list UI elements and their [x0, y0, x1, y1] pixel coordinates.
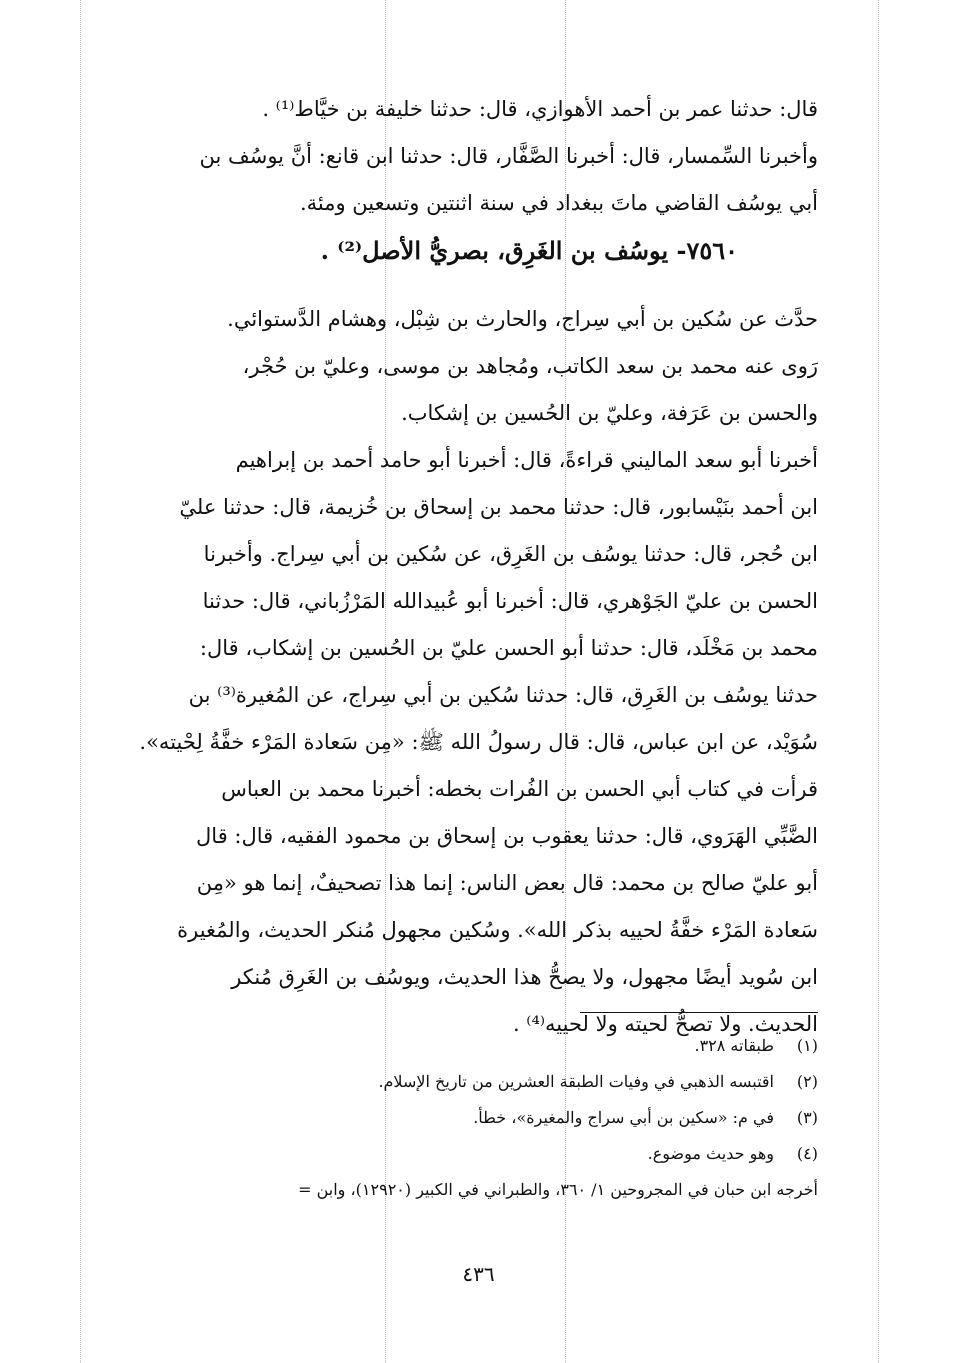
text-line: ابن حُجر، قال: حدثنا يوسُف بن الغَرِق، عن سُكين بن أبي سِراج. وأخبرنا: [203, 542, 818, 566]
footnote-number: (٢): [796, 1072, 818, 1091]
footnote-number: (١): [796, 1036, 818, 1055]
footnote-separator: [580, 1012, 818, 1013]
footnote-text: طبقاته ٣٢٨.: [694, 1036, 774, 1055]
footnote-text: اقتبسه الذهبي في وفيات الطبقة العشرين من تاريخ الإسلام.: [378, 1072, 774, 1091]
text-line: وأخبرنا السِّمسار، قال: أخبرنا الصَّفَّار، قال: حدثنا ابن قانع: أنَّ يوسُف بن: [199, 144, 818, 168]
text-line: محمد بن مَخْلَد، قال: حدثنا أبو الحسن عليّ بن الحُسين بن إشكاب، قال:: [199, 636, 818, 660]
text-line: أخبرنا أبو سعد الماليني قراءةً، قال: أخبرنا أبو حامد أحمد بن إبراهيم: [235, 448, 818, 472]
text-line: أبو عليّ صالح بن محمد: قال بعض الناس: إنما هذا تصحيفٌ، إنما هو «مِن: [196, 871, 818, 895]
footnote-number: (٤): [796, 1144, 818, 1163]
text-line: قرأت في كتاب أبي الحسن بن الفُرات بخطه: أخبرنا محمد بن العباس: [221, 777, 818, 801]
text-line: حدَّث عن سُكين بن أبي سِراج، والحارث بن شِبْل، وهشام الدَّستوائي.: [227, 307, 818, 331]
page-number: ٤٣٦: [462, 1262, 495, 1286]
text-line: قال: حدثنا عمر بن أحمد الأهوازي، قال: حدثنا خليفة بن خيَّاط⁽¹⁾ .: [262, 97, 818, 121]
paragraph-2: [100, 296, 818, 343]
text-line: الحسن بن عليّ الجَوْهري، قال: أخبرنا أبو عُبيدالله المَرْزُباني، قال: حدثنا: [202, 589, 818, 613]
text-line: سُوَيْد، عن ابن عباس، قال: قال رسولُ الله ﷺ: «مِن سَعادة المَرْء خفَّةُ لِحْيته».: [139, 730, 818, 754]
text-line: حدثنا يوسُف بن الغَرِق، قال: حدثنا سُكين بن أبي سِراج، عن المُغيرة⁽³⁾ بن: [188, 683, 818, 707]
footnote-continuation: أخرجه ابن حبان في المجروحين ١/ ٣٦٠، والطبراني في الكبير (١٢٩٢٠)، وابن =: [298, 1180, 818, 1199]
footnote-text: وهو حديث موضوع.: [647, 1144, 774, 1163]
paragraph-4: [100, 437, 818, 766]
paragraph-1: [100, 86, 818, 227]
text-line: أبي يوسُف القاضي ماتَ ببغداد في سنة اثنتين وتسعين ومئة.: [299, 191, 818, 215]
text-line: سَعادة المَرْء خفَّةُ لحييه بذكر الله». وسُكين مجهول مُنكر الحديث، والمُغيرة: [177, 918, 818, 942]
footnote-text: في م: «سكين بن أبي سراج والمغيرة»، خطأ.: [473, 1108, 774, 1127]
footnote-1: [90, 1028, 818, 1064]
text-line: رَوى عنه محمد بن سعد الكاتب، ومُجاهد بن موسى، وعليّ بن حُجْر،: [242, 354, 818, 378]
text-line: ابن أحمد بنَيْسابور، قال: حدثنا محمد بن إسحاق بن خُزيمة، قال: حدثنا عليّ: [179, 495, 818, 519]
footnote-2: [90, 1064, 818, 1100]
entry-heading: ٧٥٦٠- يوسُف بن الغَرِق، بصريُّ الأصل⁽²⁾ .: [320, 236, 738, 265]
footnote-4: [90, 1136, 818, 1172]
paragraph-3: [100, 343, 818, 437]
footnote-number: (٣): [796, 1108, 818, 1127]
main-text: [100, 86, 818, 1048]
text-line: الحديث. ولا تصحُّ لحيته ولا لحييه⁽⁴⁾ .: [512, 1012, 818, 1036]
text-line: الضَّبِّي الهَرَوي، قال: حدثنا يعقوب بن إسحاق بن محمود الفقيه، قال: قال: [196, 824, 818, 848]
footnotes: [90, 1028, 818, 1208]
paragraph-5: [100, 766, 818, 1048]
text-line: والحسن بن عَرَفة، وعليّ بن الحُسين بن إشكاب.: [401, 401, 818, 425]
footnote-3: [90, 1100, 818, 1136]
text-line: ابن سُويد أيضًا مجهول، ولا يصحُّ هذا الحديث، ويوسُف بن الغَرِق مُنكر: [231, 965, 818, 989]
